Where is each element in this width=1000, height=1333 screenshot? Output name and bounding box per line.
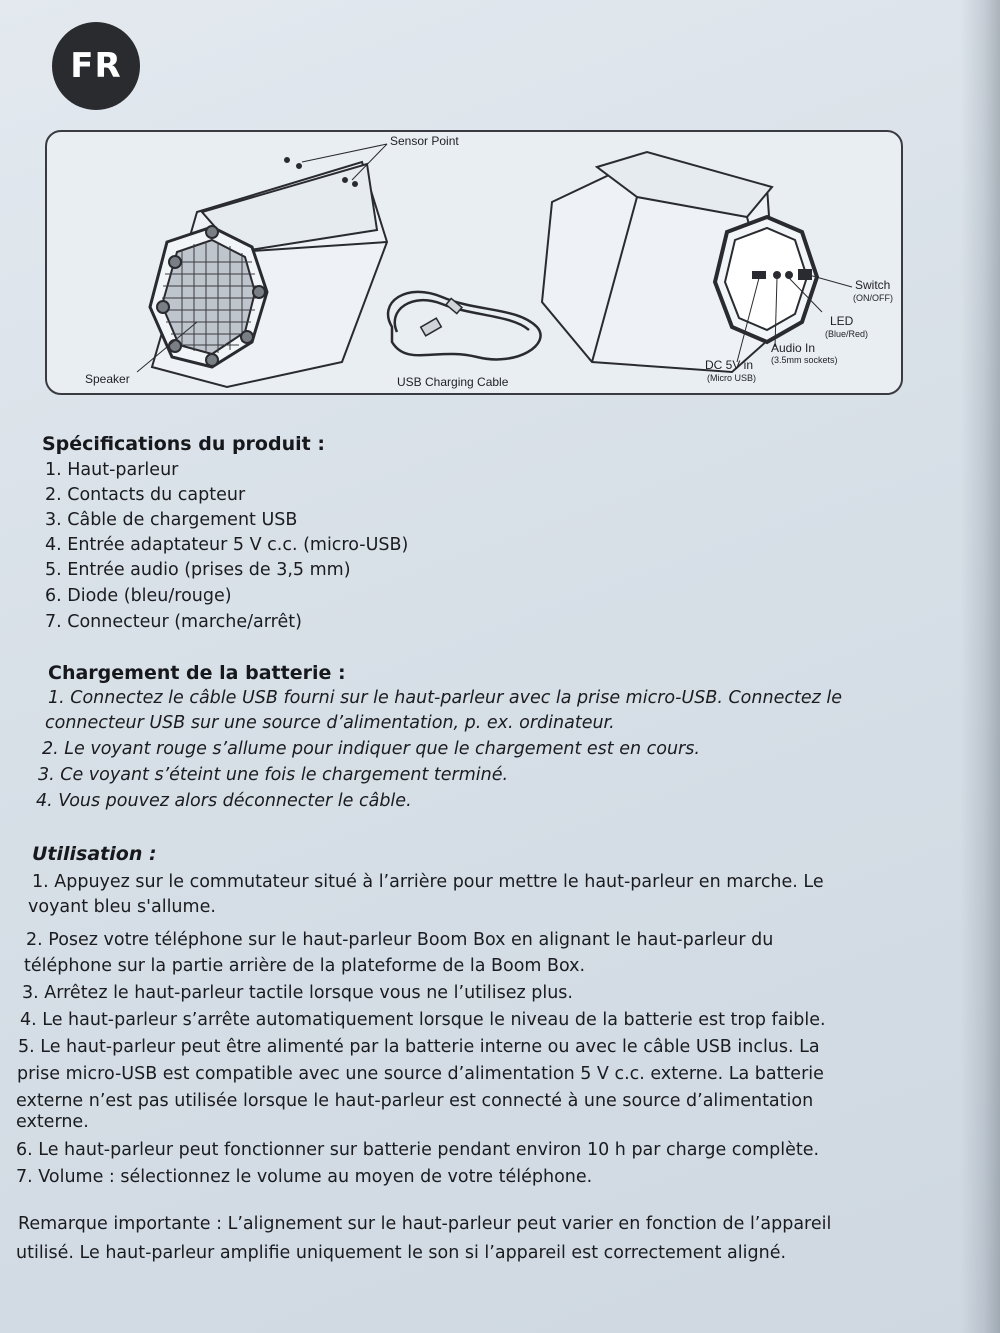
label-switch: Switch: [855, 278, 891, 292]
label-audio-in: Audio In: [771, 341, 816, 355]
charging-line: 2. Le voyant rouge s’allume pour indiquer que le chargement est en cours.: [42, 739, 700, 759]
label-speaker: Speaker: [85, 372, 130, 386]
label-dc-in-sub: (Micro USB): [707, 373, 756, 383]
usage-line: 3. Arrêtez le haut-parleur tactile lorsque vous ne l’utilisez plus.: [22, 983, 573, 1003]
usage-line: externe.: [16, 1112, 89, 1132]
label-dc-in: DC 5V in: [705, 358, 754, 372]
charging-heading: Chargement de la batterie :: [48, 662, 346, 684]
spec-item: 1. Haut-parleur: [45, 460, 179, 480]
label-audio-in-sub: (3.5mm sockets): [771, 355, 838, 365]
charging-line: 3. Ce voyant s’éteint une fois le chargement terminé.: [38, 765, 509, 785]
usage-line: 1. Appuyez sur le commutateur situé à l’arrière pour mettre le haut-parleur en marche. Le: [32, 872, 824, 892]
usage-line: 2. Posez votre téléphone sur le haut-parleur Boom Box en alignant le haut-parleur du: [26, 930, 774, 950]
specs-heading: Spécifications du produit :: [42, 433, 325, 455]
spec-item: 4. Entrée adaptateur 5 V c.c. (micro-USB): [45, 535, 409, 555]
usage-line: prise micro-USB est compatible avec une source d’alimentation 5 V c.c. externe. La batterie: [17, 1064, 824, 1084]
spec-item: 6. Diode (bleu/rouge): [45, 586, 232, 606]
label-sensor-point: Sensor Point: [390, 134, 459, 148]
spec-item: 7. Connecteur (marche/arrêt): [45, 612, 302, 632]
usage-line: téléphone sur la partie arrière de la plateforme de la Boom Box.: [24, 956, 586, 976]
usage-line: voyant bleu s'allume.: [28, 897, 216, 917]
usage-line: 4. Le haut-parleur s’arrête automatiquement lorsque le niveau de la batterie est trop faible.: [20, 1010, 826, 1030]
usage-line: 6. Le haut-parleur peut fonctionner sur batterie pendant environ 10 h par charge complète.: [16, 1140, 820, 1160]
label-led-sub: (Blue/Red): [825, 329, 869, 339]
charging-line: connecteur USB sur une source d’alimentation, p. ex. ordinateur.: [45, 713, 615, 733]
usage-line: 7. Volume : sélectionnez le volume au moyen de votre téléphone.: [16, 1167, 593, 1187]
charging-line: 1. Connectez le câble USB fourni sur le haut-parleur avec la prise micro-USB. Connectez le: [48, 688, 842, 708]
usage-heading: Utilisation :: [32, 843, 157, 865]
label-led: LED: [830, 314, 854, 328]
spec-item: 3. Câble de chargement USB: [45, 510, 298, 530]
charging-line: 4. Vous pouvez alors déconnecter le câble.: [36, 791, 412, 811]
important-note-line: utilisé. Le haut-parleur amplifie uniquement le son si l’appareil est correctement aligné.: [16, 1243, 787, 1263]
important-note-line: Remarque importante : L’alignement sur le haut-parleur peut varier en fonction de l’appareil: [18, 1214, 832, 1234]
language-code: FR: [70, 46, 122, 86]
spec-item: 5. Entrée audio (prises de 3,5 mm): [45, 560, 351, 580]
label-switch-sub: (ON/OFF): [853, 293, 893, 303]
usage-line: 5. Le haut-parleur peut être alimenté par la batterie interne ou avec le câble USB inclus. La: [18, 1037, 820, 1057]
spec-item: 2. Contacts du capteur: [45, 485, 246, 505]
label-usb-cable: USB Charging Cable: [397, 375, 509, 389]
usage-line: externe n’est pas utilisée lorsque le haut-parleur est connecté à une source d’alimentation: [16, 1091, 814, 1111]
